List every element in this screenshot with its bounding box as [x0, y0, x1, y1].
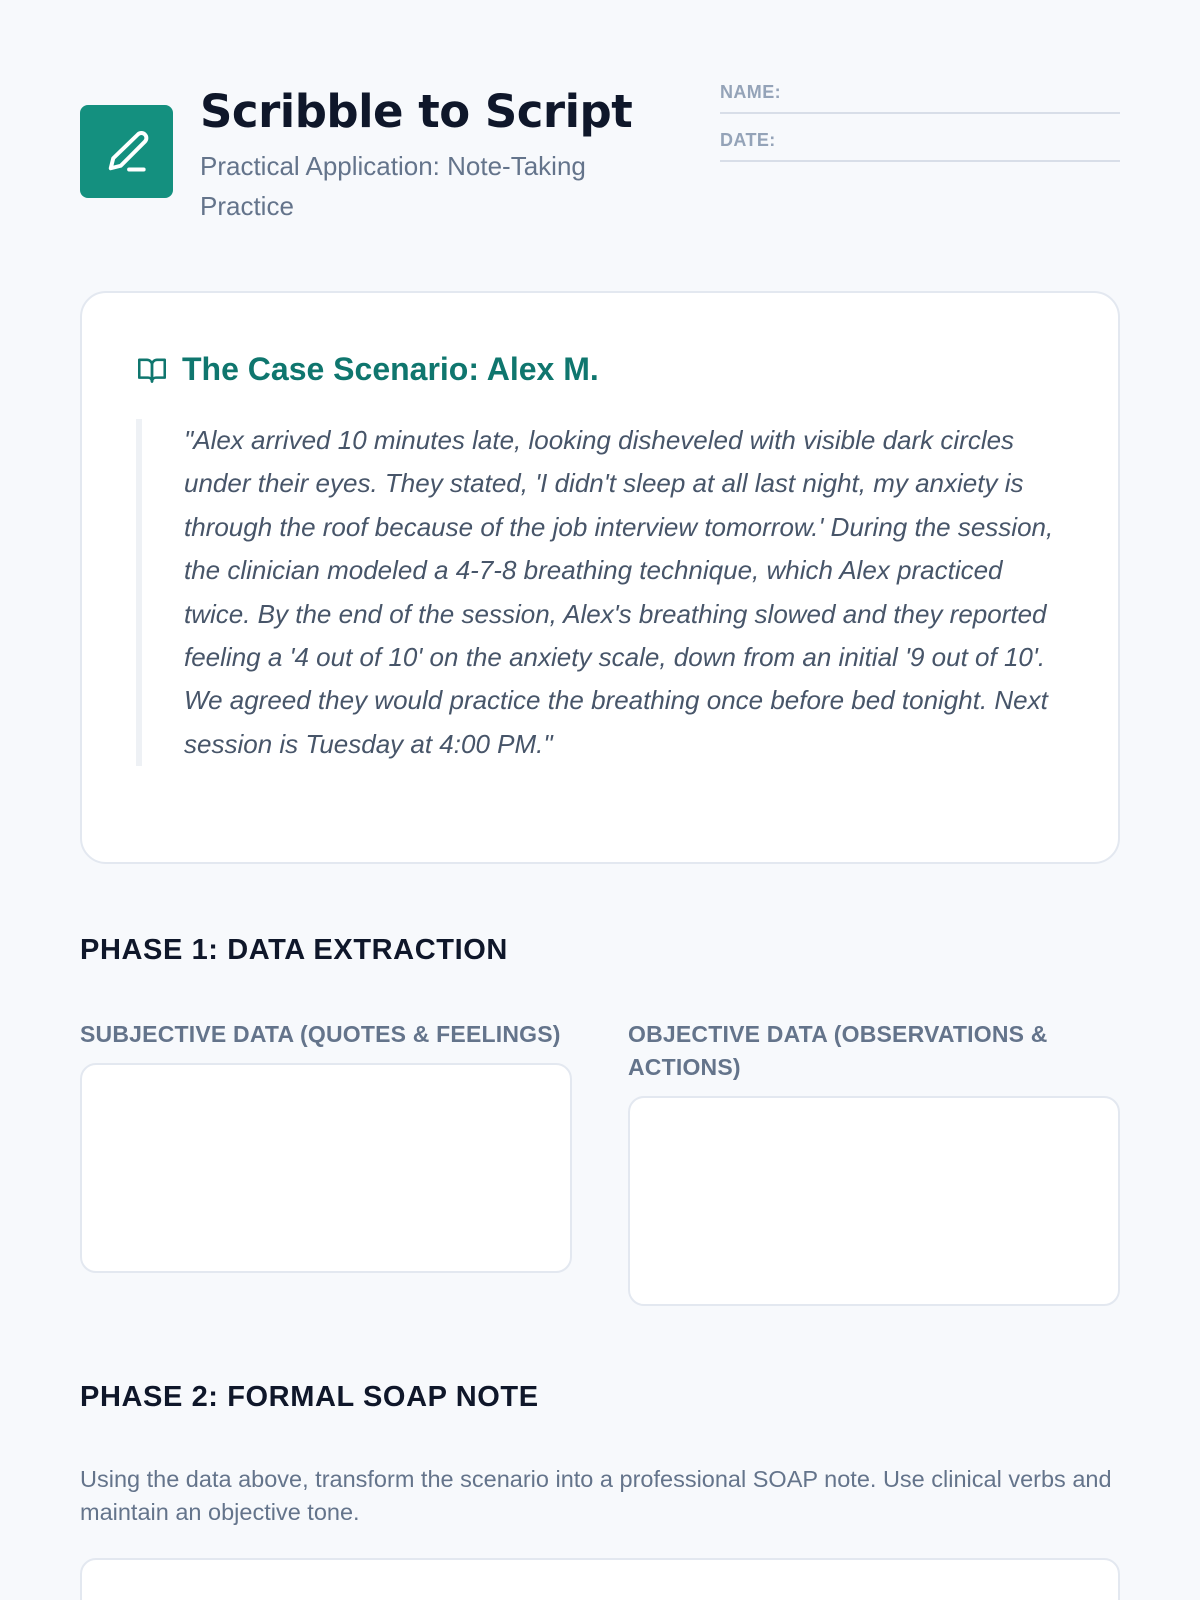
- scenario-quote: "Alex arrived 10 minutes late, looking disheveled with visible dark circles under their eyes. They stated, 'I didn't sleep at all last night, my anxiety is through the roof because of the job interview tomorrow.' During the session, the clinician modeled a 4-7-8 breathing technique, which Alex practiced twice. By the end of the session, Alex's breathing slowed and they reported feeling a '4 out of 10' on the anxiety scale, down from an initial '9 out of 10'. We agreed they would practice the breathing once before bed tonight. Next session is Tuesday at 4:00 PM.": [136, 419, 1076, 766]
- subjective-input-box[interactable]: [80, 1063, 572, 1273]
- logo: [80, 105, 173, 198]
- subjective-label: SUBJECTIVE DATA (QUOTES & FEELINGS): [80, 1021, 561, 1047]
- pencil-icon: [102, 127, 152, 177]
- page-title: Scribble to Script: [200, 85, 633, 138]
- scenario-heading: [136, 351, 599, 388]
- subjective-section: [80, 1018, 572, 1273]
- name-field[interactable]: [720, 78, 1120, 114]
- phase1-heading: PHASE 1: DATA EXTRACTION: [80, 934, 508, 966]
- page-subtitle: Practical Application: Note-Taking Practice: [200, 151, 586, 221]
- worksheet-header: [80, 84, 1120, 224]
- objective-input-box[interactable]: [628, 1096, 1120, 1306]
- soap-note-input-box[interactable]: [80, 1558, 1120, 1600]
- book-open-icon: [136, 356, 168, 384]
- name-label: NAME:: [720, 82, 781, 102]
- objective-label: OBJECTIVE DATA (OBSERVATIONS & ACTIONS): [628, 1021, 1048, 1080]
- date-field[interactable]: [720, 126, 1120, 162]
- objective-section: [628, 1018, 1120, 1306]
- phase2-instructions: Using the data above, transform the scenario into a professional SOAP note. Use clinical verbs and maintain an objective tone.: [80, 1466, 1112, 1525]
- date-label: DATE:: [720, 130, 776, 150]
- scenario-title: The Case Scenario: Alex M.: [182, 351, 599, 387]
- phase2-heading: PHASE 2: FORMAL SOAP NOTE: [80, 1381, 539, 1413]
- student-info-fields: [720, 78, 1120, 174]
- brand-block: [200, 84, 680, 226]
- scenario-card: [80, 291, 1120, 864]
